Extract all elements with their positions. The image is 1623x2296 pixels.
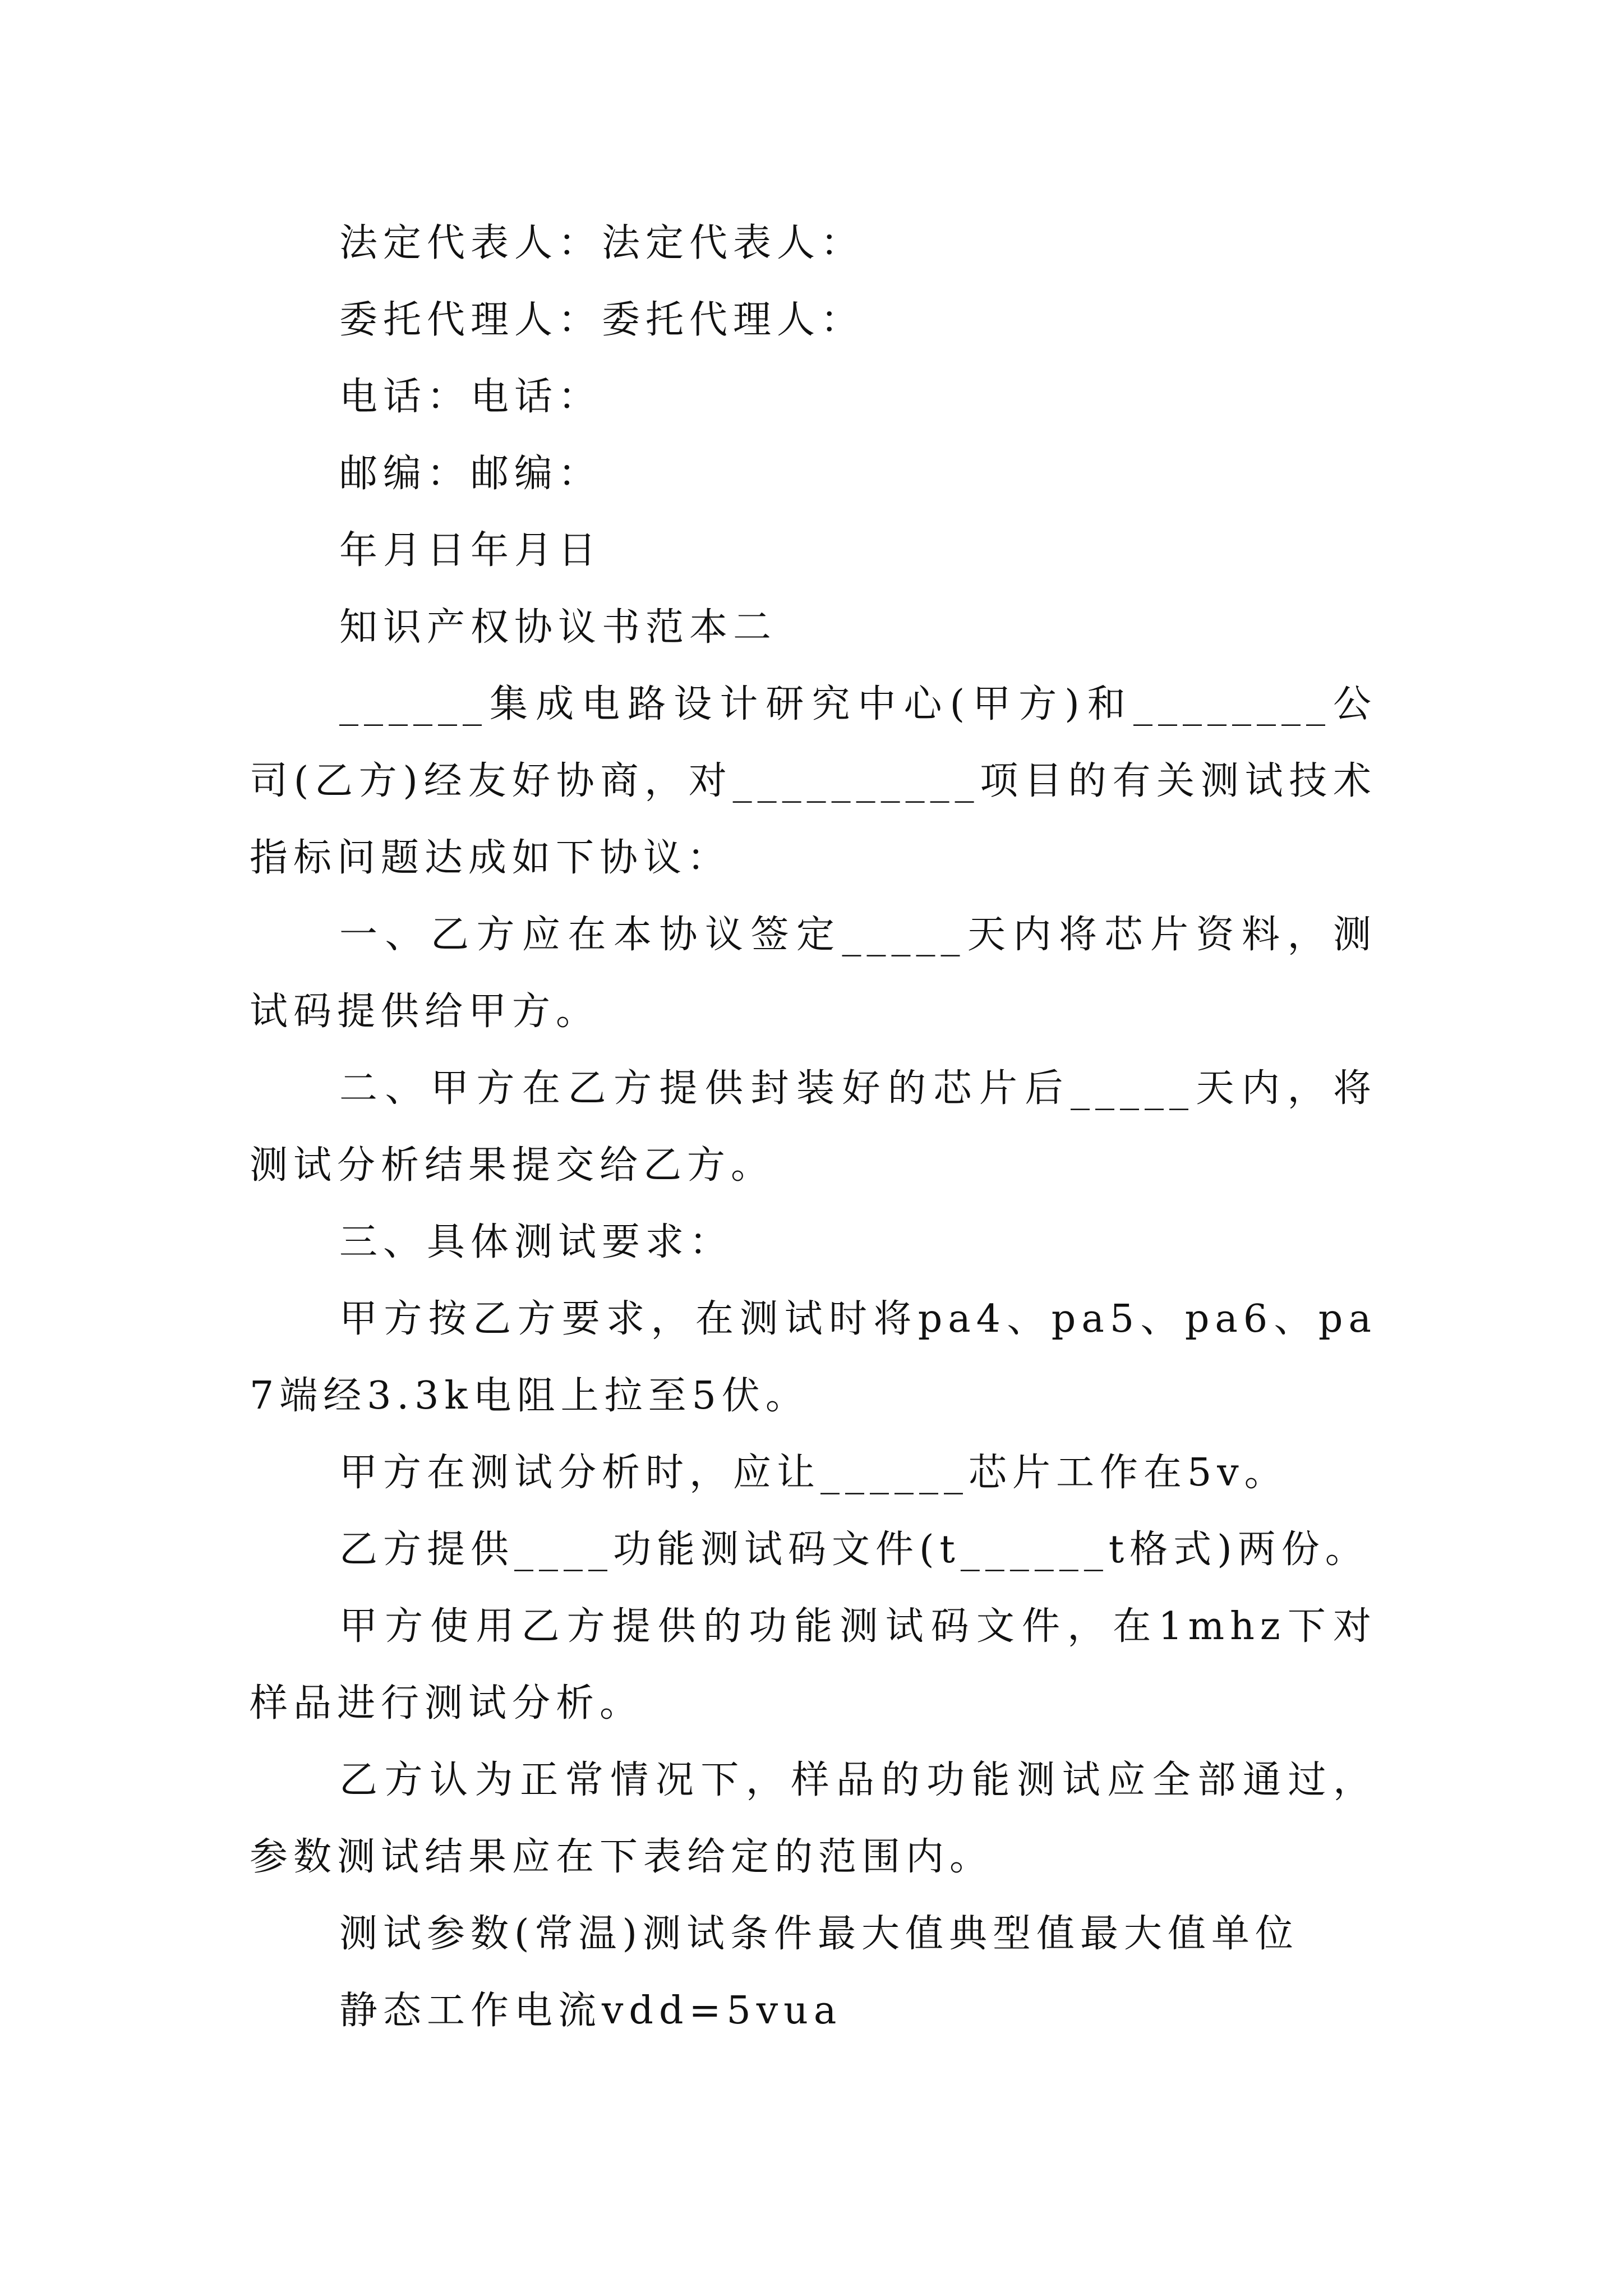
clause-two-paragraph: 二、甲方在乙方提供封装好的芯片后_____天内，将测试分析结果提交给乙方。 (250, 1066, 1377, 1188)
section-heading: 知识产权协议书范本二 (339, 605, 777, 650)
clause-one-paragraph: 一、乙方应在本协议签定_____天内将芯片资料，测试码提供给甲方。 (250, 913, 1377, 1034)
signature-legal-rep-line: 法定代表人：法定代表人： (339, 221, 865, 265)
signature-date-line: 年月日年月日 (339, 528, 602, 573)
signature-phone-line: 电话：电话： (339, 375, 602, 419)
test-requirement-pullup: 甲方按乙方要求，在测试时将pa4、pa5、pa6、pa7端经3.3k电阻上拉至5伏。 (250, 1297, 1377, 1418)
parameter-table-header: 测试参数(常温)测试条件最大值典型值最大值单位 (339, 1912, 1299, 1956)
parameter-table-row: 静态工作电流vdd=5vua (339, 1989, 842, 2033)
agreement-intro-paragraph: ______集成电路设计研究中心(甲方)和________公司(乙方)经友好协商，对__________项目的有关测试技术指标问题达成如下协议： (250, 682, 1377, 880)
test-requirement-voltage: 甲方在测试分析时，应让______芯片工作在5v。 (339, 1451, 1288, 1495)
signature-agent-line: 委托代理人：委托代理人： (339, 298, 865, 342)
signature-postcode-line: 邮编：邮编： (339, 452, 602, 496)
document-body (250, 205, 1377, 2049)
test-requirement-pass-criteria: 乙方认为正常情况下，样品的功能测试应全部通过，参数测试结果应在下表给定的范围内。 (250, 1758, 1377, 1879)
clause-three-heading: 三、具体测试要求： (339, 1220, 734, 1264)
test-requirement-frequency: 甲方使用乙方提供的功能测试码文件，在1mhz下对样品进行测试分析。 (250, 1604, 1377, 1726)
test-requirement-files: 乙方提供____功能测试码文件(t______t格式)两份。 (339, 1527, 1369, 1572)
